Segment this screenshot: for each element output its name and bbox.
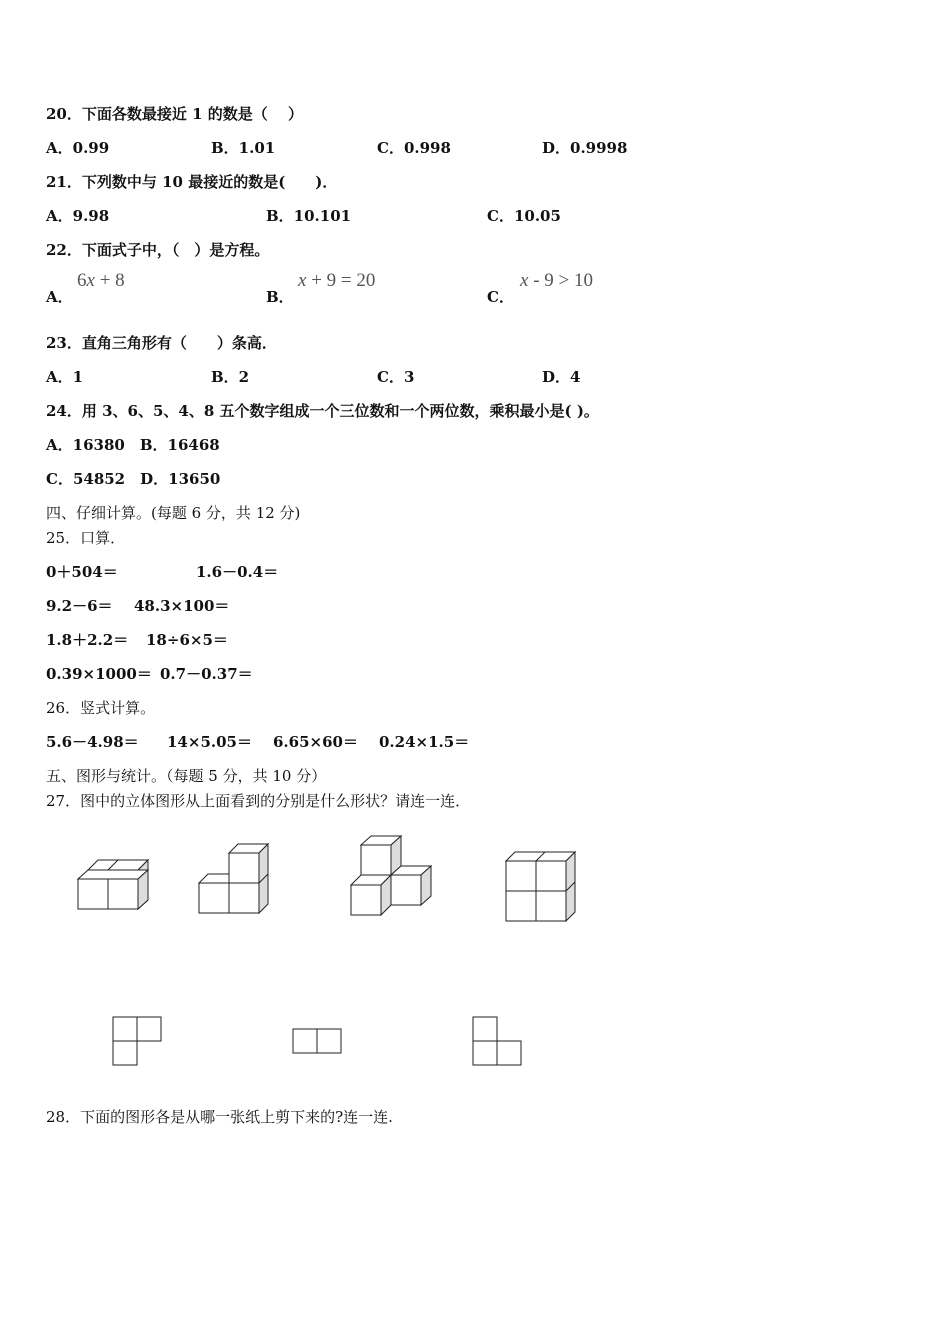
q23-option-d[interactable]: D．4 — [542, 368, 581, 386]
q25-item-1: 0＋504＝ — [46, 563, 118, 581]
section-4-heading: 四、仔细计算。(每题 6 分，共 12 分) — [46, 504, 301, 522]
cube-solid-4[interactable] — [500, 845, 585, 927]
q24-options-row-1[interactable]: A．16380 B．16468 — [46, 436, 220, 454]
q22-option-b-letter[interactable]: B． — [266, 288, 294, 306]
q22-option-a-letter[interactable]: A． — [46, 288, 73, 306]
q25-item-6: 18÷6×5＝ — [146, 631, 228, 649]
question-27-stem: 27．图中的立体图形从上面看到的分别是什么形状？请连一连． — [46, 792, 471, 810]
q23-option-c[interactable]: C．3 — [377, 368, 415, 386]
q21-option-c[interactable]: C．10.05 — [487, 207, 561, 225]
q25-item-5: 1.8＋2.2＝ — [46, 631, 129, 649]
q26-item-3: 6.65×60＝ — [273, 733, 358, 751]
q23-option-a[interactable]: A．1 — [46, 368, 84, 386]
q25-item-2: 1.6－0.4＝ — [196, 563, 279, 581]
question-28-stem: 28．下面的图形各是从哪一张纸上剪下来的?连一连. — [46, 1108, 393, 1126]
q22-formula-c: x - 9 > 10 — [520, 270, 593, 291]
q26-item-1: 5.6－4.98＝ — [46, 733, 139, 751]
cube-solid-1[interactable] — [70, 850, 160, 915]
section-5-heading: 五、图形与统计。（每题 5 分，共 10 分） — [46, 767, 327, 785]
cube-solid-2[interactable] — [195, 840, 280, 920]
top-view-l-shape[interactable] — [112, 1016, 162, 1066]
question-23-stem: 23．直角三角形有（ ）条高． — [46, 334, 277, 352]
q20-option-b[interactable]: B．1.01 — [211, 139, 276, 157]
q25-item-8: 0.7－0.37＝ — [160, 665, 253, 683]
q20-option-a[interactable]: A．0.99 — [46, 139, 110, 157]
question-26-stem: 26．竖式计算。 — [46, 699, 156, 717]
q26-item-2: 14×5.05＝ — [167, 733, 252, 751]
q22-formula-a: 6x + 8 — [77, 270, 125, 291]
q20-option-c[interactable]: C．0.998 — [377, 139, 451, 157]
question-24-stem: 24．用 3、6、5、4、8 五个数字组成一个三位数和一个两位数，乘积最小是( )。 — [46, 402, 599, 420]
q24-options-row-2[interactable]: C．54852 D．13650 — [46, 470, 221, 488]
q26-item-4: 0.24×1.5＝ — [379, 733, 470, 751]
q21-option-a[interactable]: A．9.98 — [46, 207, 110, 225]
top-view-reverse-l[interactable] — [472, 1016, 522, 1066]
q20-option-d[interactable]: D．0.9998 — [542, 139, 628, 157]
top-view-two-squares[interactable] — [292, 1028, 342, 1054]
q25-item-7: 0.39×1000＝ — [46, 665, 152, 683]
question-25-stem: 25．口算． — [46, 529, 126, 547]
cube-solid-3[interactable] — [345, 830, 440, 925]
q25-item-3: 9.2－6＝ — [46, 597, 113, 615]
question-21-stem: 21．下列数中与 10 最接近的数是( )． — [46, 173, 338, 191]
q23-option-b[interactable]: B．2 — [211, 368, 250, 386]
q21-option-b[interactable]: B．10.101 — [266, 207, 352, 225]
question-20-stem: 20．下面各数最接近 1 的数是（ ） — [46, 105, 303, 123]
question-22-stem: 22．下面式子中，（ ）是方程。 — [46, 241, 270, 259]
q25-item-4: 48.3×100＝ — [134, 597, 230, 615]
q22-formula-b: x + 9 = 20 — [298, 270, 376, 291]
q22-option-c-letter[interactable]: C． — [487, 288, 514, 306]
